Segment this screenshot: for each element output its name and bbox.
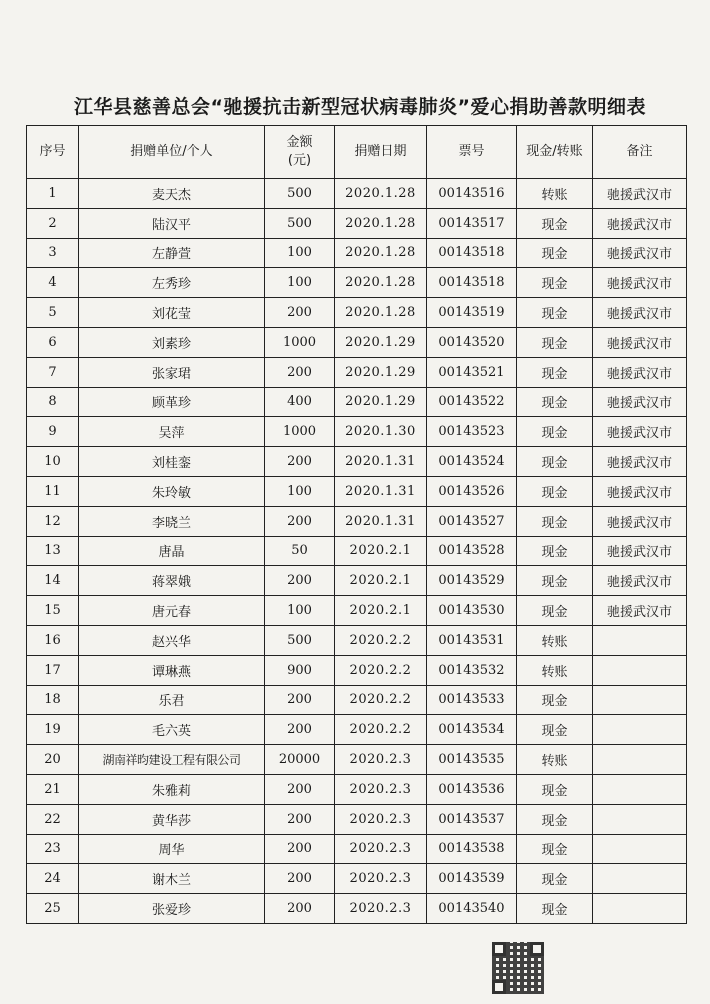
cell-note: [593, 804, 687, 834]
cell-amount: 200: [265, 447, 335, 477]
cell-receipt: 00143538: [427, 834, 517, 864]
cell-index: 7: [27, 357, 79, 387]
cell-date: 2020.1.28: [335, 238, 427, 268]
cell-donor: 谢木兰: [79, 864, 265, 894]
header-amount-line1: 金额: [286, 135, 313, 150]
cell-method: 现金: [517, 536, 593, 566]
cell-receipt: 00143516: [427, 179, 517, 209]
table-row: [27, 536, 687, 566]
table-row: [27, 179, 687, 209]
table-row: [27, 715, 687, 745]
cell-receipt: 00143517: [427, 208, 517, 238]
cell-index: 4: [27, 268, 79, 298]
cell-method: 现金: [517, 685, 593, 715]
cell-index: 14: [27, 566, 79, 596]
cell-note: 驰援武汉市: [593, 238, 687, 268]
cell-receipt: 00143537: [427, 804, 517, 834]
table-row: [27, 596, 687, 626]
cell-receipt: 00143534: [427, 715, 517, 745]
donation-table: [26, 125, 687, 924]
cell-amount: 100: [265, 596, 335, 626]
cell-index: 25: [27, 894, 79, 924]
table-row: [27, 238, 687, 268]
cell-note: [593, 715, 687, 745]
cell-note: [593, 894, 687, 924]
cell-note: 驰援武汉市: [593, 387, 687, 417]
table-row: [27, 387, 687, 417]
cell-donor: 毛六英: [79, 715, 265, 745]
cell-note: [593, 625, 687, 655]
cell-receipt: 00143518: [427, 238, 517, 268]
cell-index: 17: [27, 655, 79, 685]
cell-index: 2: [27, 208, 79, 238]
cell-date: 2020.1.28: [335, 208, 427, 238]
cell-method: 现金: [517, 417, 593, 447]
cell-note: 驰援武汉市: [593, 298, 687, 328]
cell-note: 驰援武汉市: [593, 327, 687, 357]
cell-date: 2020.2.1: [335, 566, 427, 596]
cell-index: 15: [27, 596, 79, 626]
cell-amount: 500: [265, 179, 335, 209]
cell-donor: 左静萱: [79, 238, 265, 268]
cell-receipt: 00143536: [427, 774, 517, 804]
table-row: [27, 298, 687, 328]
cell-note: [593, 745, 687, 775]
cell-donor: 李晓兰: [79, 506, 265, 536]
cell-date: 2020.2.3: [335, 834, 427, 864]
cell-index: 9: [27, 417, 79, 447]
cell-amount: 400: [265, 387, 335, 417]
header-receipt: 票号: [427, 126, 517, 179]
table-body: [27, 179, 687, 924]
cell-note: 驰援武汉市: [593, 566, 687, 596]
cell-note: 驰援武汉市: [593, 536, 687, 566]
cell-date: 2020.1.29: [335, 387, 427, 417]
cell-date: 2020.1.28: [335, 298, 427, 328]
cell-note: 驰援武汉市: [593, 417, 687, 447]
header-method: 现金/转账: [517, 126, 593, 179]
cell-amount: 100: [265, 268, 335, 298]
cell-index: 3: [27, 238, 79, 268]
cell-donor: 张爱珍: [79, 894, 265, 924]
cell-amount: 900: [265, 655, 335, 685]
cell-receipt: 00143528: [427, 536, 517, 566]
cell-note: [593, 685, 687, 715]
cell-index: 10: [27, 447, 79, 477]
cell-donor: 黄华莎: [79, 804, 265, 834]
cell-receipt: 00143530: [427, 596, 517, 626]
header-amount-line2: (元): [287, 153, 312, 168]
cell-receipt: 00143529: [427, 566, 517, 596]
cell-amount: 200: [265, 894, 335, 924]
cell-donor: 乐君: [79, 685, 265, 715]
cell-note: 驰援武汉市: [593, 357, 687, 387]
qr-code-icon: [492, 942, 544, 994]
cell-donor: 左秀珍: [79, 268, 265, 298]
cell-amount: 200: [265, 506, 335, 536]
cell-donor: 唐晶: [79, 536, 265, 566]
cell-amount: 200: [265, 566, 335, 596]
cell-donor: 顾革珍: [79, 387, 265, 417]
cell-date: 2020.2.1: [335, 536, 427, 566]
cell-receipt: 00143531: [427, 625, 517, 655]
cell-method: 现金: [517, 268, 593, 298]
table-row: [27, 774, 687, 804]
cell-index: 13: [27, 536, 79, 566]
cell-note: 驰援武汉市: [593, 268, 687, 298]
cell-donor: 吴萍: [79, 417, 265, 447]
cell-donor: 周华: [79, 834, 265, 864]
cell-date: 2020.2.2: [335, 655, 427, 685]
cell-method: 现金: [517, 804, 593, 834]
cell-date: 2020.1.29: [335, 327, 427, 357]
cell-amount: 200: [265, 357, 335, 387]
cell-receipt: 00143521: [427, 357, 517, 387]
cell-note: 驰援武汉市: [593, 476, 687, 506]
cell-donor: 刘素珍: [79, 327, 265, 357]
table-row: [27, 894, 687, 924]
cell-method: 现金: [517, 596, 593, 626]
cell-date: 2020.1.31: [335, 476, 427, 506]
cell-method: 现金: [517, 447, 593, 477]
cell-receipt: 00143518: [427, 268, 517, 298]
cell-date: 2020.2.3: [335, 745, 427, 775]
cell-index: 21: [27, 774, 79, 804]
table-row: [27, 566, 687, 596]
cell-method: 现金: [517, 327, 593, 357]
cell-donor: 湖南祥昀建设工程有限公司: [79, 745, 265, 775]
cell-receipt: 00143535: [427, 745, 517, 775]
cell-index: 16: [27, 625, 79, 655]
cell-note: 驰援武汉市: [593, 447, 687, 477]
cell-method: 转账: [517, 179, 593, 209]
cell-method: 现金: [517, 357, 593, 387]
cell-note: 驰援武汉市: [593, 208, 687, 238]
header-note: 备注: [593, 126, 687, 179]
cell-amount: 200: [265, 774, 335, 804]
cell-donor: 刘桂銮: [79, 447, 265, 477]
table-row: [27, 864, 687, 894]
cell-amount: 200: [265, 685, 335, 715]
cell-date: 2020.2.3: [335, 804, 427, 834]
cell-date: 2020.1.31: [335, 447, 427, 477]
cell-note: 驰援武汉市: [593, 506, 687, 536]
cell-method: 现金: [517, 238, 593, 268]
cell-index: 1: [27, 179, 79, 209]
cell-method: 现金: [517, 566, 593, 596]
cell-date: 2020.2.2: [335, 685, 427, 715]
cell-method: 转账: [517, 745, 593, 775]
cell-amount: 500: [265, 208, 335, 238]
table-row: [27, 357, 687, 387]
cell-date: 2020.1.29: [335, 357, 427, 387]
cell-date: 2020.1.30: [335, 417, 427, 447]
cell-date: 2020.2.3: [335, 774, 427, 804]
table-row: [27, 268, 687, 298]
cell-date: 2020.1.31: [335, 506, 427, 536]
table-row: [27, 834, 687, 864]
header-amount: [265, 126, 335, 179]
cell-method: 现金: [517, 298, 593, 328]
cell-amount: 200: [265, 804, 335, 834]
cell-date: 2020.1.28: [335, 268, 427, 298]
cell-method: 现金: [517, 208, 593, 238]
cell-amount: 200: [265, 715, 335, 745]
cell-receipt: 00143527: [427, 506, 517, 536]
cell-amount: 1000: [265, 417, 335, 447]
cell-method: 现金: [517, 715, 593, 745]
cell-donor: 朱雅莉: [79, 774, 265, 804]
table-row: [27, 745, 687, 775]
cell-donor: 朱玲敏: [79, 476, 265, 506]
table-row: [27, 655, 687, 685]
cell-receipt: 00143533: [427, 685, 517, 715]
cell-method: 转账: [517, 655, 593, 685]
cell-amount: 20000: [265, 745, 335, 775]
cell-amount: 200: [265, 298, 335, 328]
cell-index: 24: [27, 864, 79, 894]
cell-note: [593, 655, 687, 685]
table-row: [27, 625, 687, 655]
cell-note: [593, 864, 687, 894]
cell-date: 2020.1.28: [335, 179, 427, 209]
header-index: 序号: [27, 126, 79, 179]
cell-method: 现金: [517, 387, 593, 417]
table-row: [27, 417, 687, 447]
cell-method: 现金: [517, 894, 593, 924]
cell-receipt: 00143519: [427, 298, 517, 328]
page-title: 江华县慈善总会“驰援抗击新型冠状病毒肺炎”爱心捐助善款明细表: [74, 96, 646, 118]
cell-note: 驰援武汉市: [593, 179, 687, 209]
cell-index: 18: [27, 685, 79, 715]
cell-method: 现金: [517, 476, 593, 506]
cell-donor: 赵兴华: [79, 625, 265, 655]
cell-amount: 50: [265, 536, 335, 566]
table-row: [27, 208, 687, 238]
header-date: 捐赠日期: [335, 126, 427, 179]
cell-donor: 麦天杰: [79, 179, 265, 209]
cell-method: 现金: [517, 864, 593, 894]
cell-index: 22: [27, 804, 79, 834]
cell-date: 2020.2.3: [335, 894, 427, 924]
cell-receipt: 00143523: [427, 417, 517, 447]
cell-index: 11: [27, 476, 79, 506]
cell-index: 8: [27, 387, 79, 417]
cell-amount: 500: [265, 625, 335, 655]
cell-donor: 唐元春: [79, 596, 265, 626]
cell-donor: 张家珺: [79, 357, 265, 387]
cell-index: 5: [27, 298, 79, 328]
table-header-row: [27, 126, 687, 179]
cell-method: 现金: [517, 774, 593, 804]
cell-date: 2020.2.3: [335, 864, 427, 894]
cell-index: 19: [27, 715, 79, 745]
cell-receipt: 00143522: [427, 387, 517, 417]
table-row: [27, 506, 687, 536]
cell-receipt: 00143532: [427, 655, 517, 685]
header-donor: 捐赠单位/个人: [79, 126, 265, 179]
cell-amount: 1000: [265, 327, 335, 357]
cell-receipt: 00143524: [427, 447, 517, 477]
table-row: [27, 476, 687, 506]
cell-note: [593, 834, 687, 864]
cell-method: 现金: [517, 834, 593, 864]
cell-index: 12: [27, 506, 79, 536]
cell-index: 23: [27, 834, 79, 864]
cell-index: 6: [27, 327, 79, 357]
table-row: [27, 685, 687, 715]
cell-amount: 100: [265, 238, 335, 268]
cell-date: 2020.2.1: [335, 596, 427, 626]
cell-amount: 200: [265, 864, 335, 894]
qr-corner: [492, 980, 506, 994]
cell-receipt: 00143540: [427, 894, 517, 924]
cell-note: [593, 774, 687, 804]
cell-note: 驰援武汉市: [593, 596, 687, 626]
table-row: [27, 327, 687, 357]
cell-receipt: 00143526: [427, 476, 517, 506]
cell-receipt: 00143539: [427, 864, 517, 894]
cell-receipt: 00143520: [427, 327, 517, 357]
cell-amount: 100: [265, 476, 335, 506]
cell-date: 2020.2.2: [335, 715, 427, 745]
cell-donor: 刘花莹: [79, 298, 265, 328]
cell-amount: 200: [265, 834, 335, 864]
cell-date: 2020.2.2: [335, 625, 427, 655]
cell-donor: 蒋翠娥: [79, 566, 265, 596]
cell-method: 转账: [517, 625, 593, 655]
table-row: [27, 804, 687, 834]
cell-donor: 谭琳燕: [79, 655, 265, 685]
cell-index: 20: [27, 745, 79, 775]
cell-donor: 陆汉平: [79, 208, 265, 238]
table-row: [27, 447, 687, 477]
cell-method: 现金: [517, 506, 593, 536]
